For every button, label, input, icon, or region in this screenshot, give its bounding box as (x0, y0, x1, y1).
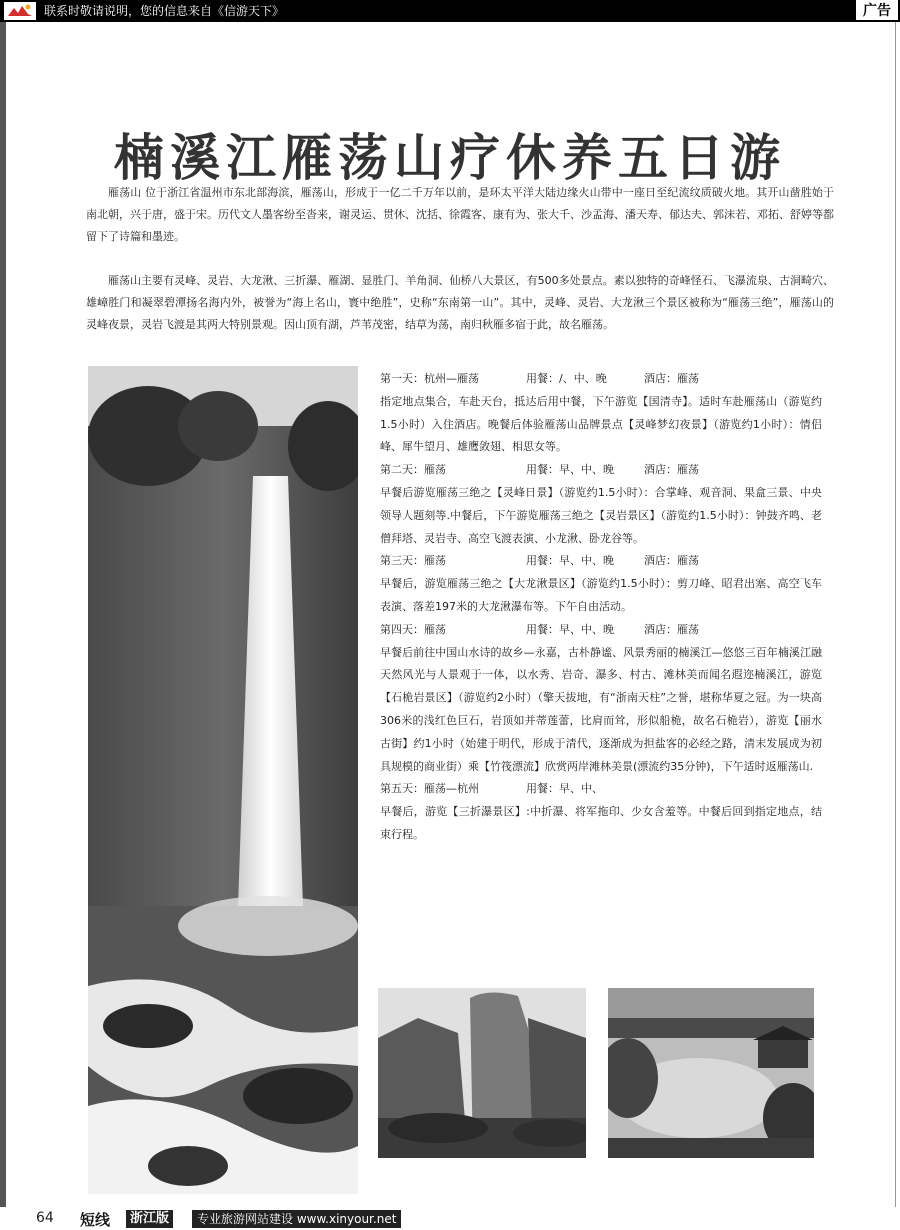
intro-paragraph-2: 雁荡山主要有灵峰、灵岩、大龙湫、三折瀑、雁湖、显胜门、羊角洞、仙桥八大景区，有500多处景点。素以独特的奇峰怪石、飞瀑流泉、古洞畸穴、雄嶂胜门和凝翠碧潭扬名海内外，被誉为“海上名山，寰中绝胜”，史称“东南第一山”。其中，灵峰、灵岩、大龙湫三个景区被称为“雁荡三绝”，雁荡山的灵峰夜景，灵岩飞渡是其两大特别景观。因山顶有湖，芦苇茂密，结草为荡，南归秋雁多宿于此，故名雁荡。 (86, 274, 834, 331)
day-title: 第一天：杭州—雁荡 (380, 372, 479, 385)
day-meals: 用餐：早、中、晚 (526, 622, 614, 636)
waterfall-photo (88, 366, 358, 1194)
edition-badge: 浙江版 (126, 1210, 173, 1228)
day-description: 早餐后，游览雁荡三绝之【大龙湫景区】（游览约1.5小时）：剪刀峰、昭君出塞、高空飞车表演、落差197米的大龙湫瀑布等。下午自由活动。 (380, 577, 822, 613)
itinerary-day (380, 778, 822, 846)
day-title: 第四天：雁荡 (380, 622, 446, 636)
day-description: 早餐后游览雁荡三绝之【灵峰日景】（游览约1.5小时）：合掌峰、观音洞、果盒三景、中央领导人题刻等.中餐后，下午游览雁荡三绝之【灵岩景区】（游览约1.5小时）：钟鼓齐鸣、老僧拜塔、灵岩寺、高空飞渡表演、小龙湫、卧龙谷等。 (380, 485, 822, 545)
day-header (380, 459, 822, 482)
footer-slogan: 专业旅游网站建设 www.xinyour.net (192, 1210, 401, 1228)
day-header (380, 778, 822, 801)
page-edge-rule (895, 22, 896, 1207)
source-notice: 联系时敬请说明，您的信息来自《信游天下》 (44, 4, 285, 18)
day-hotel: 酒店：雁荡 (644, 622, 699, 636)
top-notice-bar (0, 0, 900, 22)
page-footer (0, 1207, 900, 1230)
ad-badge: 广告 (854, 0, 900, 22)
day-description: 早餐后前往中国山水诗的故乡—永嘉，古朴静谧、风景秀丽的楠溪江—悠悠三百年楠溪江融天然风光与人景观于一体，以水秀、岩奇、瀑多、村古、滩林美而闻名遐迩楠溪江，游览【石桅岩景区】（游览约2小时）（擎天拔地，有“浙南天柱”之誉，堪称华夏之冠。为一块高306米的浅红色巨石，岩顶如并蒂莲蕾，比肩而耸，形似船桅，故名石桅岩），游览【丽水古街】约1小时（始建于明代，形成于清代，逐渐成为担盐客的必经之路，清末发展成为初具规模的商业街）乘【竹筏漂流】欣赏两岸滩林美景(漂流约35分钟)，下午适时返雁荡山. (380, 645, 822, 773)
day-header (380, 619, 822, 642)
itinerary-day (380, 619, 822, 779)
page-number: 64 (36, 1210, 54, 1226)
magazine-name: 短线 (80, 1211, 111, 1229)
cliff-photo (378, 988, 586, 1158)
day-header (380, 550, 822, 573)
day-title: 第五天：雁荡—杭州 (380, 782, 479, 796)
day-header (380, 368, 822, 391)
day-title: 第三天：雁荡 (380, 554, 446, 568)
day-hotel: 酒店：雁荡 (644, 372, 699, 385)
itinerary-day (380, 368, 822, 459)
day-description: 早餐后，游览【三折瀑景区】:中折瀑、将军拖印、少女含羞等。中餐后回到指定地点，结束行程。 (380, 805, 822, 841)
itinerary (380, 368, 822, 847)
page-edge-strip (0, 22, 6, 1207)
day-hotel: 酒店：雁荡 (644, 463, 699, 477)
itinerary-day (380, 459, 822, 550)
day-hotel: 酒店：雁荡 (644, 554, 699, 568)
itinerary-day (380, 550, 822, 618)
day-meals: 用餐：早、中、晚 (526, 463, 614, 477)
day-meals: 用餐：早、中、晚 (526, 554, 614, 568)
day-meals: 用餐：早、中、 (526, 782, 603, 796)
article-title: 楠溪江雁荡山疗休养五日游 (114, 129, 786, 187)
day-description: 指定地点集合，车赴天台，抵达后用中餐，下午游览【国清寺】。适时车赴雁荡山（游览约1.5小时）入住酒店。晚餐后体验雁荡山品牌景点【灵峰梦幻夜景】（游览约1小时）：情侣峰、犀牛望月、雄鹰敛翅、相思女等。 (380, 394, 822, 454)
intro-paragraph-1: 雁荡山 位于浙江省温州市东北部海滨，雁荡山，形成于一亿二千万年以前，是环太平洋大陆边缘火山带中一座日至纪流纹质破火地。其开山凿胜始于南北朝，兴于唐，盛于宋。历代文人墨客纷至沓来，谢灵运、贯休、沈括、徐霞客、康有为、张大千、沙孟海、潘天寿、郁达夫、郭沫若、邓拓、舒婷等都留下了诗篇和墨迹。 (86, 186, 834, 243)
day-title: 第二天：雁荡 (380, 463, 446, 477)
village-photo (608, 988, 814, 1158)
magazine-logo-icon (4, 2, 36, 20)
day-meals: 用餐：/、中、晚 (526, 372, 607, 385)
